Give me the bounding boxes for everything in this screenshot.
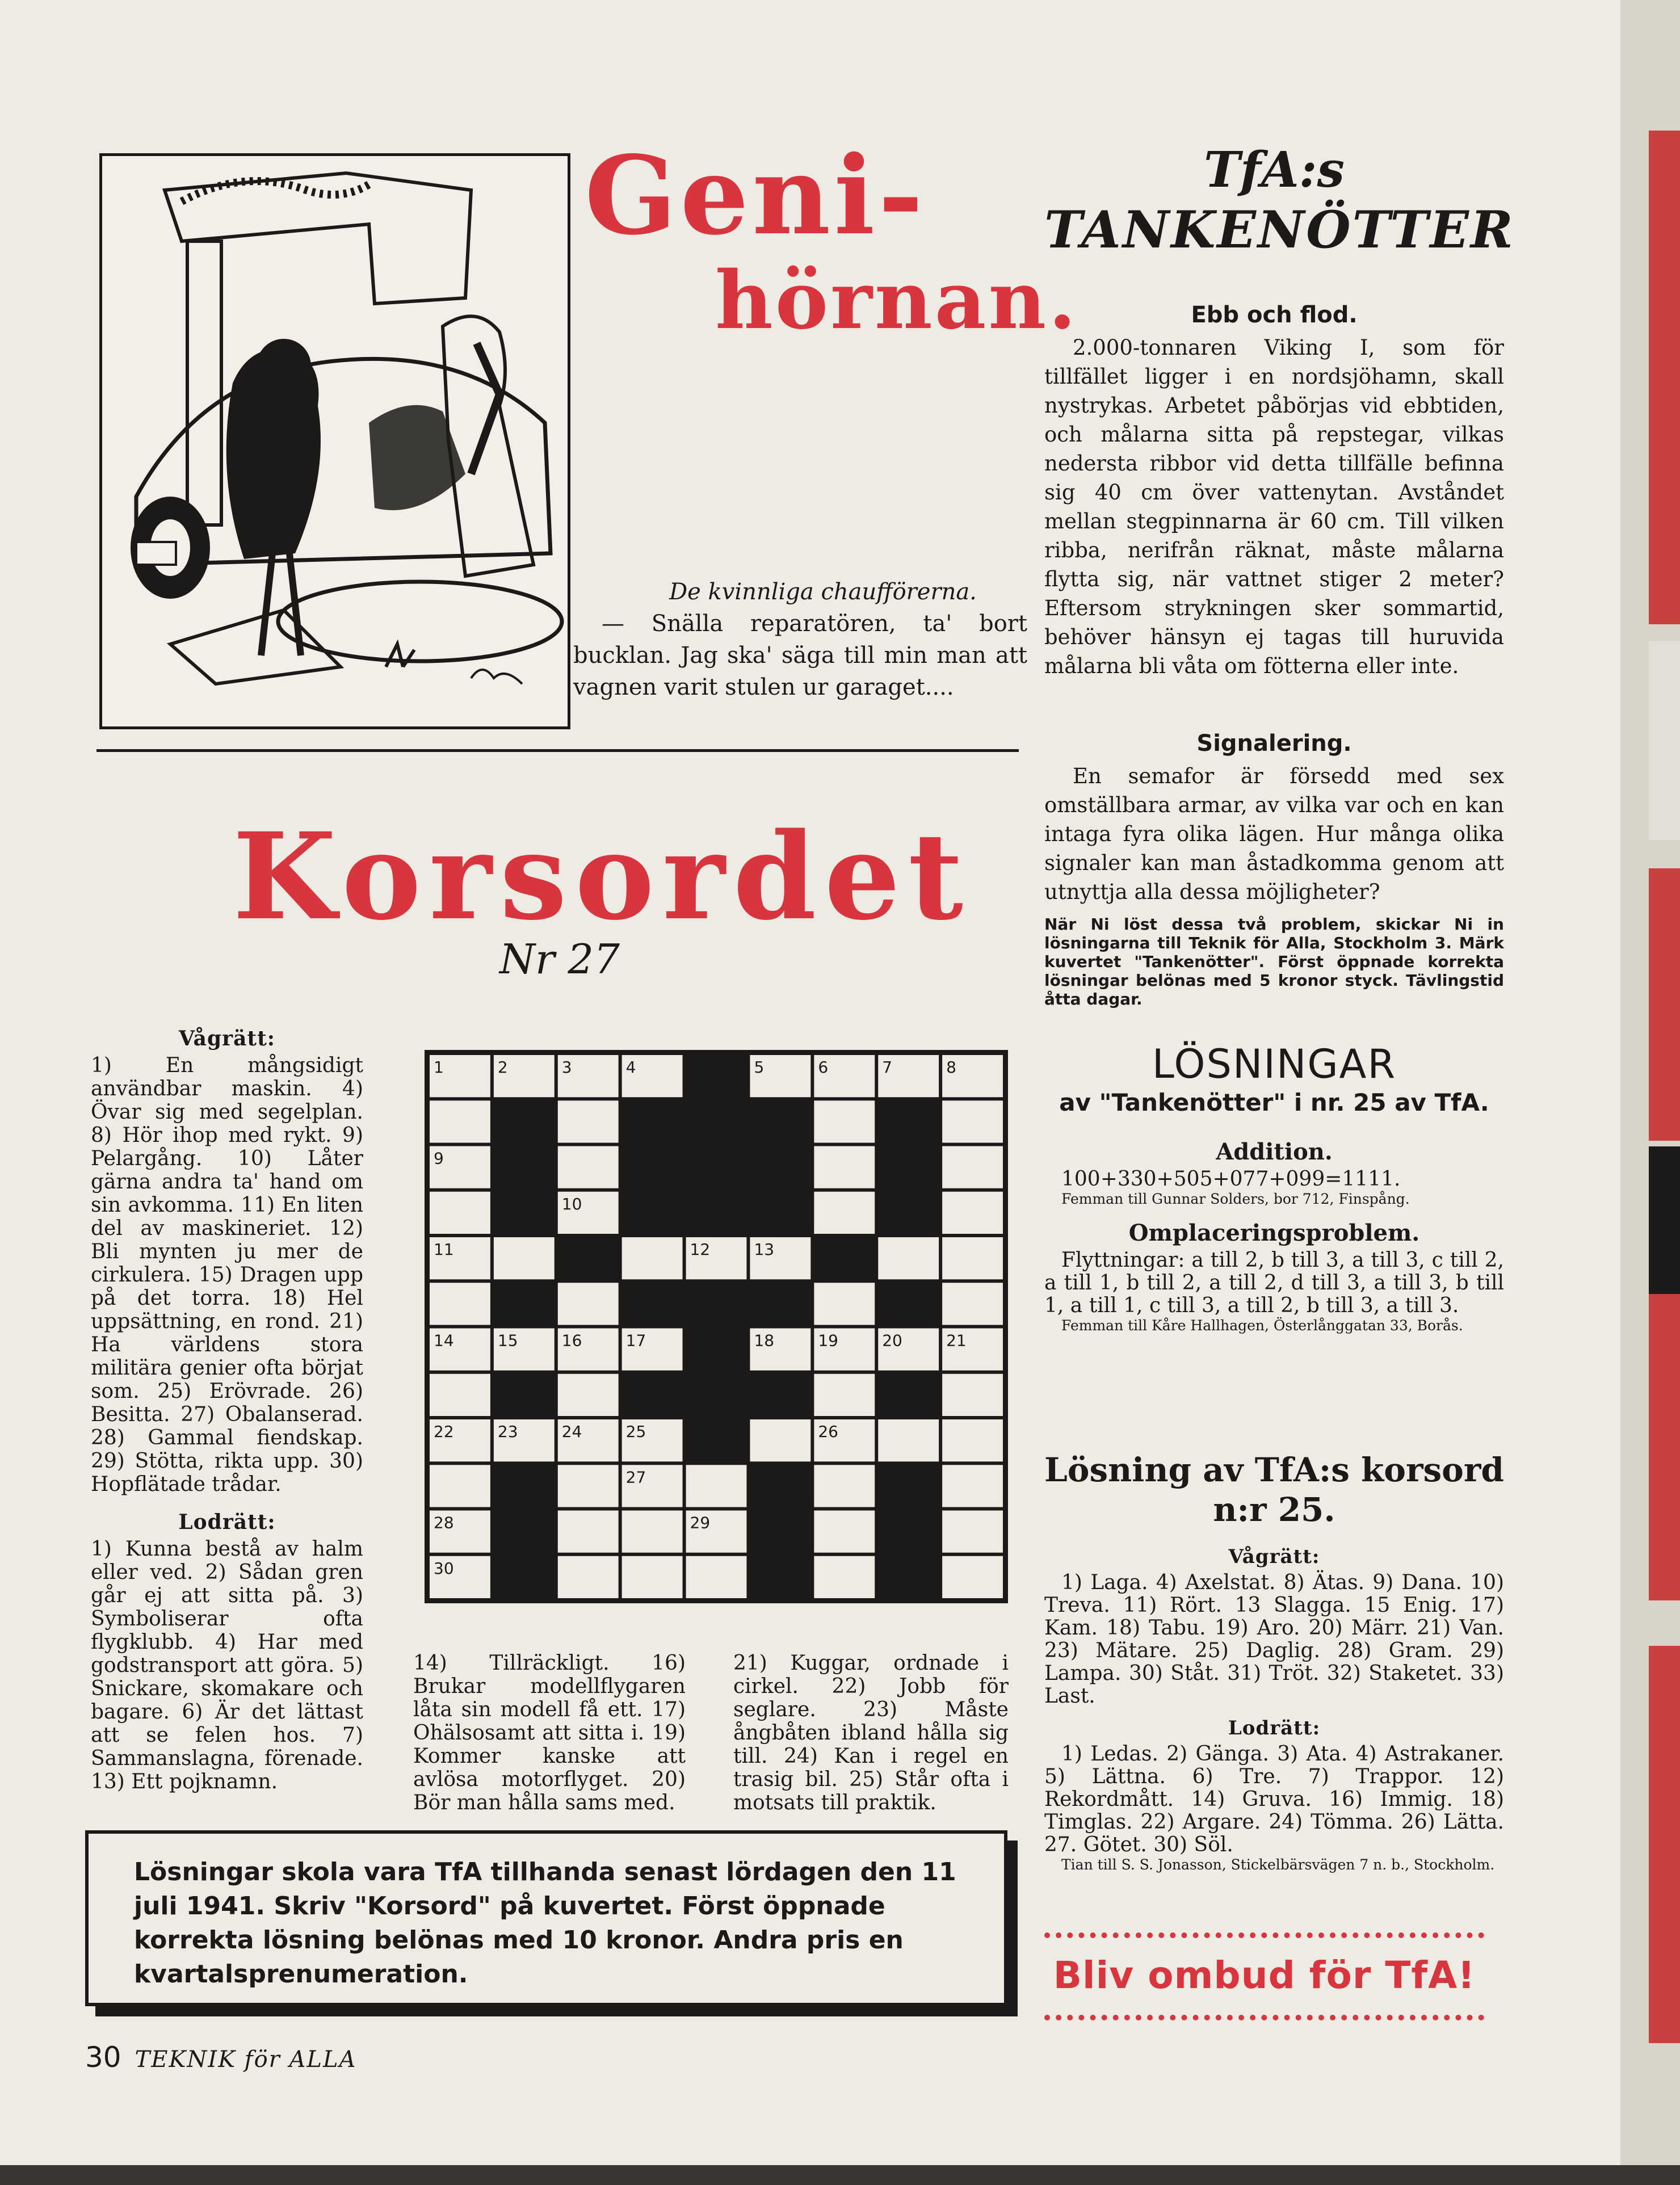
grid-cell[interactable] — [942, 1374, 1003, 1416]
crossword-grid[interactable] — [425, 1050, 1008, 1603]
grid-number: 30 — [434, 1558, 454, 1578]
adjacent-page-edge — [1620, 0, 1680, 2165]
crossword-number: Nr 27 — [499, 935, 620, 983]
grid-number: 14 — [434, 1331, 454, 1350]
grid-black-cell — [750, 1511, 810, 1553]
grid-number: 19 — [818, 1331, 838, 1350]
grid-cell[interactable] — [558, 1374, 619, 1416]
addition-text: 100+330+505+077+099=1111. — [1061, 1167, 1401, 1191]
grid-cell[interactable] — [942, 1511, 1003, 1553]
grid-cell[interactable] — [558, 1146, 619, 1188]
losning-lodratt-heading: Lodrätt: — [1228, 1717, 1321, 1739]
grid-cell[interactable] — [686, 1465, 747, 1507]
grid-cell[interactable] — [942, 1237, 1003, 1279]
grid-black-cell — [750, 1192, 810, 1234]
adjacent-page-block-red-3 — [1649, 1294, 1680, 1600]
magazine-name: TEKNIK för ALLA — [135, 2047, 357, 2073]
grid-black-cell — [750, 1146, 810, 1188]
grid-cell[interactable] — [814, 1100, 875, 1142]
cartoon-drawing — [102, 156, 568, 726]
cartoon-caption — [573, 576, 1027, 703]
tankenotter-title-line1: TfA:s — [1204, 141, 1345, 199]
grid-black-cell — [878, 1511, 939, 1553]
grid-number: 22 — [434, 1422, 454, 1441]
vagratt-heading: Vågrätt: — [179, 1027, 275, 1051]
tankenotter-notice: När Ni löst dessa två problem, skickar Ni in lösningarna till Teknik för Alla, Stockholm 3. Märk kuvertet "Tankenötter". Först öppnade korrekta lösningar belönas med 5 kronor styck. Tävlingstid åtta dagar. — [1044, 915, 1504, 1009]
genihornan-headline — [579, 132, 1078, 347]
crossword-grid-svg[interactable] — [428, 1053, 1005, 1600]
grid-cell[interactable] — [942, 1192, 1003, 1234]
grid-number: 2 — [497, 1058, 508, 1077]
grid-black-cell — [494, 1511, 555, 1553]
losningar-header — [1044, 1041, 1504, 1119]
page-footer — [85, 2040, 356, 2077]
tankenotter-title — [1044, 141, 1515, 261]
omplacering-text: Flyttningar: a till 2, b till 3, a till 3, c till 2, a till 1, b till 2, a till 2, d till 3, a till 3, b till 1, a till 1, c till 3, a till 2, b till 3, a till 3. — [1044, 1249, 1504, 1317]
grid-cell[interactable] — [878, 1237, 939, 1279]
grid-cell[interactable] — [430, 1465, 490, 1507]
problem1-text: 2.000-tonnaren Viking I, som för tillfället ligger i en nordsjöhamn, skall nystrykas. Arbetet påbörjas vid ebbtiden, och målarna sitta på repstegar, vilkas nedersta ribbor vid detta tillfälle befinna sig 40 cm över vattenytan. Avståndet mellan stegpinnarna är 60 cm. Till vilken ribba, nerifrån räknat, måste målarna flytta sig, när vattnet stiger 2 meter? Eftersom strykningen sker sommartid, behöver hänsyn ej tagas till huruvida målarna bli våta om fötterna eller inte. — [1044, 335, 1504, 678]
grid-cell[interactable] — [558, 1465, 619, 1507]
grid-black-cell — [686, 1192, 747, 1234]
lodratt-clues-part1: 1) Kunna bestå av halm eller ved. 2) Sådan gren går ej att sitta på. 3) Symboliserar ofta flygklubb. 4) Har med godstransport att göra. 5) Snickare, skomakare och bagare. 6) Är det lättast att se felen hos. 7) Sammanslagna, förenade. 13) Ett pojknamn. — [91, 1537, 363, 1793]
grid-number: 28 — [434, 1513, 454, 1532]
genihornan-title-line2: hörnan. — [715, 254, 1078, 347]
omplacering-title: Omplaceringsproblem. — [1128, 1220, 1420, 1246]
grid-cell[interactable] — [430, 1283, 490, 1325]
grid-black-cell — [878, 1465, 939, 1507]
grid-cell[interactable] — [430, 1374, 490, 1416]
genihornan-title-line1: Geni- — [585, 132, 927, 259]
grid-number: 16 — [561, 1331, 582, 1350]
grid-black-cell — [686, 1374, 747, 1416]
grid-black-cell — [622, 1100, 683, 1142]
grid-number: 20 — [882, 1331, 902, 1350]
caption-text: — Snälla reparatören, ta' bort bucklan. Jag ska' säga till min man att vagnen varit stulen ur garaget.... — [573, 611, 1027, 700]
losningar-body — [1044, 1135, 1504, 1334]
clues-left-column — [91, 1027, 363, 1793]
losning-vagratt-heading: Vågrätt: — [1228, 1545, 1320, 1568]
grid-cell[interactable] — [814, 1283, 875, 1325]
grid-cell[interactable] — [814, 1556, 875, 1598]
grid-cell[interactable] — [622, 1556, 683, 1598]
grid-cell[interactable] — [942, 1146, 1003, 1188]
grid-cell[interactable] — [814, 1465, 875, 1507]
grid-number: 4 — [625, 1058, 636, 1077]
grid-cell[interactable] — [942, 1556, 1003, 1598]
grid-black-cell — [686, 1055, 747, 1097]
grid-cell[interactable] — [686, 1556, 747, 1598]
grid-black-cell — [750, 1100, 810, 1142]
grid-number: 18 — [754, 1331, 775, 1350]
grid-number: 17 — [625, 1331, 646, 1350]
grid-black-cell — [494, 1556, 555, 1598]
omplacering-winner: Femman till Kåre Hallhagen, Österlånggatan 33, Borås. — [1061, 1317, 1463, 1334]
grid-cell[interactable] — [430, 1192, 490, 1234]
caption-title: De kvinnliga chaufförerna. — [669, 579, 977, 605]
section-divider — [96, 749, 1019, 752]
grid-black-cell — [750, 1374, 810, 1416]
notice-box: Lösningar skola vara TfA tillhanda senast lördagen den 11 juli 1941. Skriv "Korsord" på kuvertet. Först öppnade korrekta lösning belönas med 10 kronor. Andra pris en kvartalsprenumeration. — [85, 1830, 1007, 2006]
grid-black-cell — [494, 1465, 555, 1507]
grid-black-cell — [878, 1100, 939, 1142]
grid-black-cell — [814, 1237, 875, 1279]
grid-black-cell — [622, 1283, 683, 1325]
grid-black-cell — [622, 1374, 683, 1416]
grid-cell[interactable] — [878, 1419, 939, 1461]
losning-vagratt-text: 1) Laga. 4) Axelstat. 8) Ätas. 9) Dana. 10) Treva. 11) Rört. 13 Slagga. 15 Enig. 17) Kam. 18) Tabu. 19) Aro. 20) Märr. 21) Van. 23) Mätare. 25) Daglig. 28) Gram. 29) Lampa. 30) Ståt. 31) Tröt. 32) Staketet. 33) Last. — [1044, 1571, 1504, 1708]
grid-cell[interactable] — [558, 1511, 619, 1553]
grid-number: 10 — [561, 1194, 582, 1213]
grid-number: 15 — [497, 1331, 518, 1350]
addition-title: Addition. — [1216, 1138, 1333, 1165]
grid-number: 12 — [690, 1240, 711, 1259]
grid-black-cell — [750, 1283, 810, 1325]
grid-black-cell — [494, 1374, 555, 1416]
lodratt-heading: Lodrätt: — [178, 1510, 276, 1534]
grid-number: 29 — [690, 1513, 711, 1532]
grid-black-cell — [494, 1146, 555, 1188]
grid-black-cell — [686, 1146, 747, 1188]
grid-number: 7 — [882, 1058, 893, 1077]
problem2-title: Signalering. — [1196, 730, 1352, 757]
grid-cell[interactable] — [558, 1283, 619, 1325]
grid-cell[interactable] — [814, 1374, 875, 1416]
grid-black-cell — [622, 1192, 683, 1234]
grid-number: 11 — [434, 1240, 454, 1259]
grid-cell[interactable] — [622, 1511, 683, 1553]
grid-number: 13 — [754, 1240, 775, 1259]
grid-cell[interactable] — [814, 1511, 875, 1553]
addition-winner: Femman till Gunnar Solders, bor 712, Finspång. — [1061, 1191, 1410, 1207]
adjacent-page-block-dark — [1649, 1146, 1680, 1294]
adjacent-page-block-red-2 — [1649, 868, 1680, 1141]
grid-black-cell — [750, 1556, 810, 1598]
grid-number: 23 — [497, 1422, 518, 1441]
grid-black-cell — [686, 1329, 747, 1371]
grid-black-cell — [878, 1374, 939, 1416]
lodratt-clues-part2: 14) Tillräckligt. 16) Brukar modellflygaren låta sin modell få ett. 17) Ohälsosamt att sitta i. 19) Kommer kanske att avlösa motorflyget. 20) Bör man hålla sams med. — [413, 1652, 686, 1814]
grid-number: 8 — [946, 1058, 956, 1077]
problem2-text: En semafor är försedd med sex omställbara armar, av vilka var och en kan intaga fyra olika lägen. Hur många olika signaler kan man åstadkomma genom att utnyttja alla dessa möjligheter? — [1044, 764, 1504, 904]
promo-banner[interactable] — [1044, 1932, 1484, 2020]
promo-text[interactable]: Bliv ombud för TfA! — [1053, 1953, 1476, 1997]
grid-cell[interactable] — [942, 1283, 1003, 1325]
tankenotter-title-line2: TANKENÖTTER — [1044, 200, 1515, 260]
grid-cell[interactable] — [558, 1556, 619, 1598]
grid-black-cell — [686, 1283, 747, 1325]
grid-black-cell — [494, 1100, 555, 1142]
grid-black-cell — [878, 1146, 939, 1188]
grid-black-cell — [686, 1419, 747, 1461]
grid-cell[interactable] — [622, 1237, 683, 1279]
adjacent-page-block-red-1 — [1649, 131, 1680, 624]
grid-number: 21 — [946, 1331, 967, 1350]
grid-cell[interactable] — [814, 1146, 875, 1188]
losning-korsord-title: Lösning av TfA:s korsord n:r 25. — [1044, 1451, 1504, 1529]
grid-cell[interactable] — [942, 1419, 1003, 1461]
losningar-title: LÖSNINGAR — [1152, 1041, 1397, 1087]
page-number: 30 — [85, 2041, 121, 2074]
adjacent-page-block-light — [1649, 641, 1680, 840]
grid-black-cell — [494, 1192, 555, 1234]
grid-cell[interactable] — [494, 1237, 555, 1279]
grid-cell[interactable] — [430, 1100, 490, 1142]
grid-cell[interactable] — [558, 1100, 619, 1142]
grid-number: 24 — [561, 1422, 582, 1441]
grid-black-cell — [878, 1556, 939, 1598]
grid-cell[interactable] — [942, 1465, 1003, 1507]
grid-number: 26 — [818, 1422, 838, 1441]
grid-number: 25 — [625, 1422, 646, 1441]
korsordet-title: Korsordet — [233, 806, 971, 947]
losning-korsord-body — [1044, 1541, 1504, 1873]
grid-number: 5 — [754, 1058, 765, 1077]
grid-black-cell — [494, 1283, 555, 1325]
lodratt-clues-part3: 21) Kuggar, ordnade i cirkel. 22) Jobb för seglare. 23) Måste ångbåten ibland hålla sig till. 24) Kan i regel en trasig bil. 25) Står ofta i motsats till praktik. — [733, 1652, 1009, 1814]
grid-cell[interactable] — [942, 1100, 1003, 1142]
grid-number: 1 — [434, 1058, 444, 1077]
cartoon-illustration — [99, 153, 570, 729]
grid-number: 9 — [434, 1149, 444, 1168]
losningar-subtitle: av "Tankenötter" i nr. 25 av TfA. — [1059, 1089, 1489, 1116]
grid-black-cell — [622, 1146, 683, 1188]
vagratt-clues: 1) En mångsidigt användbar maskin. 4) Övar sig med segelplan. 8) Hör ihop med rykt. 9) Pelargång. 10) Låter gärna andra ta' hand om sin avkomma. 11) En liten del av maskineriet. 12) Bli mynten ju mer de cirkulera. 15) Dragen upp på det torra. 18) Hel uppsättning, en rond. 21) Ha världens stora militära genier ofta börjat som. 25) Erövrade. 26) Besitta. 27) Obalanserad. 28) Gammal fiendskap. 29) Stötta, rikta upp. 30) Hopflätade trådar. — [91, 1054, 363, 1496]
adjacent-page-block-red-4 — [1649, 1646, 1680, 2043]
problem-signalering — [1044, 729, 1504, 906]
grid-black-cell — [558, 1237, 619, 1279]
problem1-title: Ebb och flod. — [1191, 302, 1358, 328]
grid-black-cell — [878, 1192, 939, 1234]
losning-lodratt-text: 1) Ledas. 2) Gänga. 3) Ata. 4) Astrakaner. 5) Lättna. 6) Tre. 7) Trappor. 12) Rekordmått. 14) Gruva. 16) Immig. 18) Timglas. 22) Argare. 24) Tömma. 26) Lätta. 27. Götet. 30) Söl. — [1044, 1742, 1504, 1856]
grid-cell[interactable] — [814, 1192, 875, 1234]
grid-cell[interactable] — [750, 1419, 810, 1461]
grid-number: 6 — [818, 1058, 829, 1077]
grid-black-cell — [750, 1465, 810, 1507]
grid-black-cell — [878, 1283, 939, 1325]
losning-winner: Tian till S. S. Jonasson, Stickelbärsvägen 7 n. b., Stockholm. — [1061, 1856, 1495, 1873]
grid-black-cell — [686, 1100, 747, 1142]
grid-number: 3 — [561, 1058, 572, 1077]
problem-ebb-och-flod — [1044, 301, 1504, 680]
grid-number: 27 — [625, 1468, 646, 1487]
